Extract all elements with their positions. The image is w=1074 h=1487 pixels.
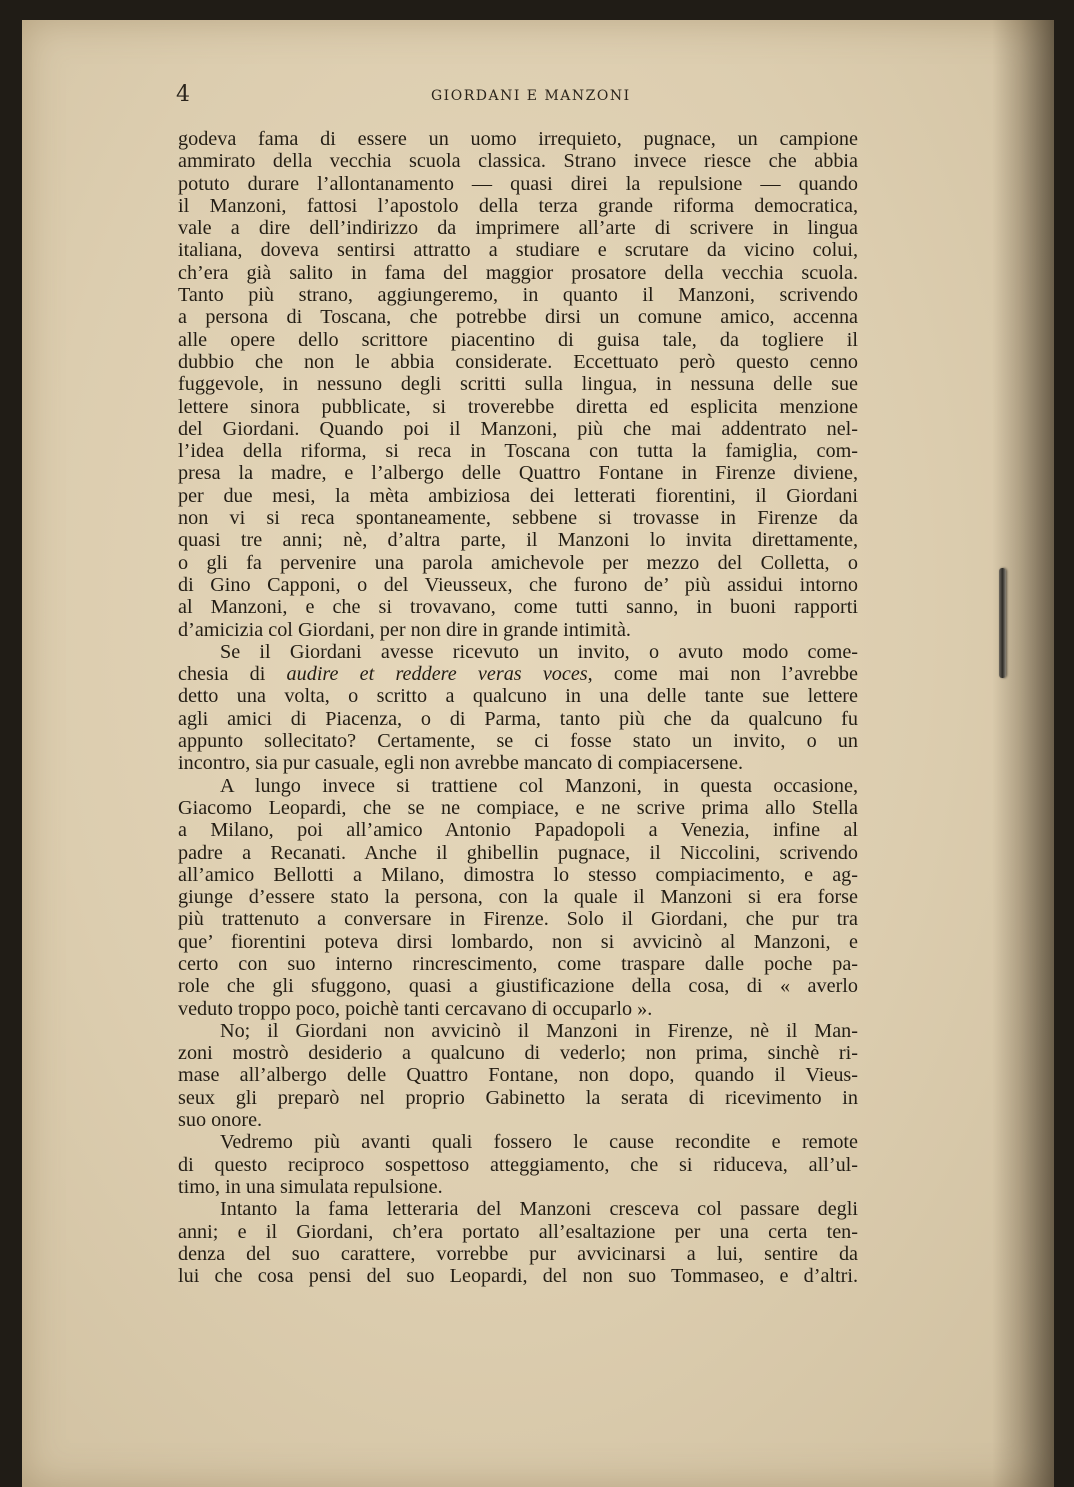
text-line: fuggevole, in nessuno degli scritti sulla lingua, in nessuna delle sue [178, 373, 858, 396]
text-line: que’ fiorentini poteva dirsi lombardo, non si avvicinò al Manzoni, e [178, 930, 858, 953]
text-line: di questo reciproco sospettoso atteggiamento, che si riduceva, all’ul- [178, 1153, 858, 1176]
text-line: alle opere dello scrittore piacentino di guisa tale, da togliere il [178, 328, 858, 351]
text-line: Intanto la fama letteraria del Manzoni cresceva col passare degli [220, 1198, 858, 1221]
text-line: denza del suo carattere, vorrebbe pur avvicinarsi a lui, sentire da [178, 1242, 858, 1265]
text-line: No; il Giordani non avvicinò il Manzoni in Firenze, nè il Man- [220, 1019, 858, 1042]
text-line: appunto sollecitato? Certamente, se ci fosse stato un invito, o un [178, 730, 858, 753]
text-line: Vedremo più avanti quali fossero le cause recondite e remote [220, 1131, 858, 1154]
text-line: l’idea della riforma, si reca in Toscana con tutta la famiglia, com- [178, 440, 858, 463]
text-line: lettere sinora pubblicate, si troverebbe diretta ed esplicita menzione [178, 395, 858, 418]
text-line: lui che cosa pensi del suo Leopardi, del non suo Tommaseo, e d’altri. [178, 1265, 858, 1288]
text-line: chesia di audire et reddere veras voces, come mai non l’avrebbe [178, 663, 858, 686]
text-line: anni; e il Giordani, ch’era portato all’esaltazione per una certa ten- [178, 1220, 858, 1243]
text-line: padre a Recanati. Anche il ghibellin pugnace, il Niccolini, scrivendo [178, 841, 858, 864]
text-line: al Manzoni, e che si trovavano, come tutti sanno, in buoni rapporti [178, 596, 858, 619]
text-line: a Milano, poi all’amico Antonio Papadopoli a Venezia, infine al [178, 819, 858, 842]
text-line: ch’era già salito in fama del maggior prosatore della vecchia scuola. [178, 261, 858, 284]
text-line: giunge d’essere stato la persona, con la quale il Manzoni si era forse [178, 886, 858, 909]
text-line: di Gino Capponi, o del Vieusseux, che furono de’ più assidui intorno [178, 573, 858, 596]
text-line: vale a dire dell’indirizzo da imprimere all’arte di scrivere in lingua [178, 217, 858, 240]
text-line: mase all’albergo delle Quattro Fontane, non dopo, quando il Vieus- [178, 1064, 858, 1087]
text-line: certo con suo interno rincrescimento, come traspare dalle poche pa- [178, 952, 858, 975]
text-line: Se il Giordani avesse ricevuto un invito, o avuto modo come- [220, 640, 858, 663]
running-head: GIORDANI E MANZONI [431, 88, 631, 104]
text-line: agli amici di Piacenza, o di Parma, tanto più che da qualcuno fu [178, 707, 858, 730]
text-line: timo, in una simulata repulsione. [178, 1175, 443, 1198]
latin-quote: audire et reddere veras voces [286, 663, 588, 686]
text-line: suo onore. [178, 1109, 263, 1132]
text-line: seux gli preparò nel proprio Gabinetto la serata di ricevimento in [178, 1086, 858, 1109]
page-binding-shadow [992, 20, 1054, 1487]
text-line: italiana, doveva sentirsi attratto a studiare e scrutare da vicino colui, [178, 239, 858, 262]
body-text [178, 128, 858, 1287]
staple [999, 568, 1006, 678]
text-line: potuto durare l’allontanamento — quasi direi la repulsione — quando [178, 172, 858, 195]
text-line: d’amicizia col Giordani, per non dire in grande intimità. [178, 618, 631, 641]
text-line: A lungo invece si trattiene col Manzoni, in questa occasione, [220, 774, 858, 797]
text-line: quasi tre anni; nè, d’altra parte, il Manzoni lo invita direttamente, [178, 529, 858, 552]
text-line: non vi si reca spontaneamente, sebbene si trovasse in Firenze da [178, 507, 858, 530]
text-line: dubbio che non le abbia considerate. Eccettuato però questo cenno [178, 350, 858, 373]
text-line: più trattenuto a conversare in Firenze. Solo il Giordani, che pur tra [178, 908, 858, 931]
text-line: presa la madre, e l’albergo delle Quattro Fontane in Firenze diviene, [178, 462, 858, 485]
text-line: del Giordani. Quando poi il Manzoni, più che mai addentrato nel- [178, 417, 858, 440]
text-line: incontro, sia pur casuale, egli non avrebbe mancato di compiacersene. [178, 752, 744, 775]
text-line: o gli fa pervenire una parola amichevole per mezzo del Colletta, o [178, 551, 858, 574]
text-line: zoni mostrò desiderio a qualcuno di vederlo; non prima, sinchè ri- [178, 1042, 858, 1065]
text-line: veduto troppo poco, poichè tanti cercavano di occuparlo ». [178, 997, 653, 1020]
text-line: Giacomo Leopardi, che se ne compiace, e ne scrive prima allo Stella [178, 796, 858, 819]
text-line: Tanto più strano, aggiungeremo, in quanto il Manzoni, scrivendo [178, 284, 858, 307]
text-line: all’amico Bellotti a Milano, dimostra lo stesso compiacimento, e ag- [178, 863, 858, 886]
text-line: per due mesi, la mèta ambiziosa dei letterati fiorentini, il Giordani [178, 484, 858, 507]
text-line: il Manzoni, fattosi l’apostolo della terza grande riforma democratica, [178, 194, 858, 217]
page-header [176, 82, 866, 112]
text-line: role che gli sfuggono, quasi a giustificazione della cosa, di « averlo [178, 975, 858, 998]
page-number: 4 [176, 82, 190, 107]
text-line: ammirato della vecchia scuola classica. Strano invece riesce che abbia [178, 150, 858, 173]
text-line: a persona di Toscana, che potrebbe dirsi un comune amico, accenna [178, 306, 858, 329]
text-line: detto una volta, o scritto a qualcuno in una delle tante sue lettere [178, 685, 858, 708]
text-line: godeva fama di essere un uomo irrequieto, pugnace, un campione [178, 128, 858, 150]
